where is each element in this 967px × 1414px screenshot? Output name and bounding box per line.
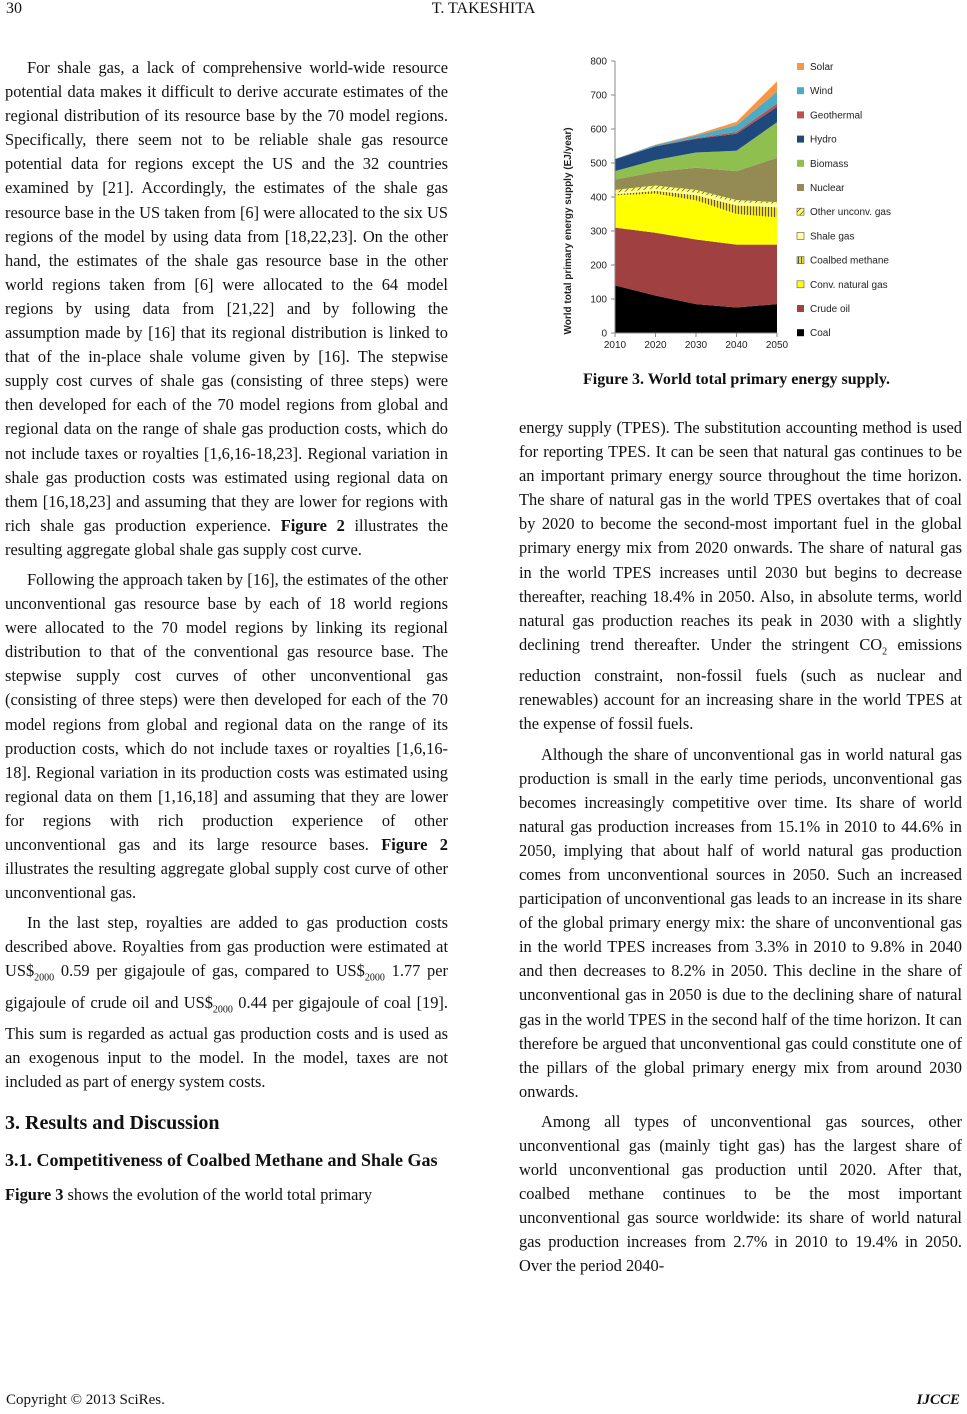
y-tick-label: 400	[590, 192, 607, 204]
subsection-heading: 3.1. Competitiveness of Coalbed Methane and Shale Gas	[5, 1149, 438, 1170]
legend-label: Conv. natural gas	[810, 279, 888, 291]
footer-journal: IJCCE	[916, 1392, 960, 1408]
legend-label: Nuclear	[810, 183, 845, 194]
paragraph: energy supply (TPES). The substitution accounting method is used for reporting TPES. It can be seen that natural gas continues to be an important primary energy source throughout the time horizon. The share of natural gas in the world TPES overtakes that of coal by 2020 to become the second-most important fuel in the global primary energy mix from 2020 onwards. The share of natural gas in the world TPES increases until 2030 but begins to decrease thereafter, reaching 18.4% in 2050. Also, in absolute terms, world natural gas production reaches its peak in 2030 with a slightly declining trend thereafter. Under the stringent $CO_2$ emissions reduction constraint, non-fossil fuels (such as nuclear and renewables) account for an increasing share in the world TPES at the expense of fossil fuels.	[519, 418, 962, 734]
x-tick-label: 2050	[765, 340, 789, 351]
right-column	[519, 416, 962, 1279]
y-axis-label: World total primary energy supply (EJ/year)	[563, 127, 574, 335]
legend-swatch	[797, 184, 804, 191]
y-tick-label: 500	[590, 158, 607, 170]
paragraph: Among all types of unconventional gas sources, other unconventional gas (mainly tight gas) has the largest share of world unconventional gas production until 2020. After that, coalbed methane continues to be the most important unconventional gas source worldwide: its share of world natural gas production increases from 2.7% in 2010 to 19.4% in 2050. Over the period 2040-	[519, 1111, 962, 1276]
energy-supply-chart	[545, 45, 965, 365]
legend-label: Other unconv. gas	[810, 207, 891, 219]
legend-label: Crude oil	[810, 304, 851, 315]
x-tick-label: 2020	[644, 340, 667, 351]
y-tick-label: 100	[590, 294, 607, 306]
x-tick-label: 2030	[684, 340, 708, 351]
footer-copyright: Copyright © 2013 SciRes.	[6, 1392, 165, 1408]
legend-swatch	[797, 329, 804, 336]
y-tick-label: 300	[590, 226, 607, 238]
legend-label: Hydro	[810, 134, 837, 146]
page-number: 30	[6, 0, 22, 17]
left-column	[5, 56, 448, 1207]
x-tick-label: 2010	[603, 340, 627, 351]
paragraph: Following the approach taken by [16], the estimates of the other unconventional gas resource base by each of 18 world regions were allocated to the 70 model regions by linking its regional distribution to that of the conventional gas resource base. The stepwise supply cost curves of other unconventional gas (consisting of three steps) were then developed for each of the 70 model regions from global and regional data on the range of its production costs, which do not include taxes or royalties [1,6,16-18]. Regional variation in its production costs was estimated using regional data on them [1,16,18] and assuming that they are lower for regions with rich production experience of other unconventional gas and its large resource bases. Figure 2 illustrates the resulting aggregate global supply cost curve of other unconventional gas.	[5, 569, 448, 903]
legend-label: Biomass	[810, 158, 849, 170]
legend-swatch	[797, 136, 804, 143]
y-tick-label: 200	[590, 260, 607, 272]
legend-swatch	[797, 111, 804, 118]
legend-swatch	[797, 87, 804, 94]
y-tick-label: 0	[601, 328, 607, 340]
x-tick-label: 2040	[725, 340, 748, 351]
legend-swatch	[797, 208, 804, 215]
legend-label: Geothermal	[810, 110, 863, 122]
legend-label: Shale gas	[810, 231, 855, 243]
legend-swatch	[797, 281, 804, 288]
y-tick-label: 700	[590, 90, 607, 102]
paragraph: Figure 3 shows the evolution of the world total primary	[5, 1184, 373, 1204]
legend-label: Solar	[810, 62, 834, 73]
legend-label: Coalbed methane	[810, 255, 889, 267]
paragraph: Although the share of unconventional gas in world natural gas production is small in the early time periods, unconventional gas becomes increasingly competitive over time. Its share of world natural gas production increases from 15.1% in 2010 to 44.6% in 2050, implying that about half of world natural gas production comes from unconventional sources in 2050. Such an increased participation of unconventional gas leads to an increase in its share of the global primary energy mix: the share of unconventional gas in the world TPES increases from 3.3% in 2010 to 9.8% in 2040 and then decreases to 8.2% in 2050. This decline in the share of unconventional gas in 2050 is due to the declining share of natural gas in the world TPES in the second half of the time horizon. It can therefore be argued that unconventional gas could constitute one of the pillars of the global primary energy mix from around 2030 onwards.	[519, 744, 962, 1101]
section-heading: 3. Results and Discussion	[5, 1111, 220, 1134]
legend-swatch	[797, 63, 804, 70]
y-tick-label: 600	[590, 124, 607, 136]
legend-swatch	[797, 232, 804, 239]
legend-swatch	[797, 160, 804, 167]
legend-swatch	[797, 305, 804, 312]
legend-label: Wind	[810, 86, 833, 98]
y-tick-label: 800	[590, 56, 607, 68]
running-header: T. TAKESHITA	[431, 0, 536, 17]
paragraph: For shale gas, a lack of comprehensive world-wide resource potential data makes it difficult to derive accurate estimates of the regional distribution of its resource base by the 70 model regions. Specifically, there seem not to be reliable shale gas resource potential data for regions except the US and the 32 countries examined by [21]. Accordingly, the estimates of the shale gas resource base in the US taken from [6] were allocated to the six US regions of the model by using data from [18,22,23]. On the other hand, the estimates of the shale gas resource base in the other world regions taken from [6] were allocated to the 64 model regions by using data from [21,22] and by following the assumption made by [16] that its regional distribution is linked to that of the in-place shale volume given by [16]. The stepwise supply cost curves of shale gas (consisting of three steps) were then developed for each of the 70 model regions from global and regional data on the range of shale gas production costs, which do not include taxes or royalties [1,6,16-18,23]. Regional variation in shale gas production costs was estimated using regional data on them [16,18,23] and assuming that they are lower for regions with rich shale gas production experience. Figure 2 illustrates the resulting aggregate global shale gas supply cost curve.	[5, 58, 448, 559]
paragraph: In the last step, royalties are added to gas production costs described above. Royalties from gas production were estimated at $US\$_{2000}$ 0.59 per gigajoule of gas, compared to $US\$_{2000}$ 1.77 per gigajoule of crude oil and $US\$_{2000}$ 0.44 per gigajoule of coal [19]. This sum is regarded as actual gas production costs and is used as an exogenous input to the model. In the model, taxes are not included as part of energy system costs.	[5, 913, 448, 1092]
figure-caption: Figure 3. World total primary energy supply.	[583, 371, 890, 388]
legend-label: Coal	[810, 328, 831, 340]
legend-swatch	[797, 257, 804, 264]
